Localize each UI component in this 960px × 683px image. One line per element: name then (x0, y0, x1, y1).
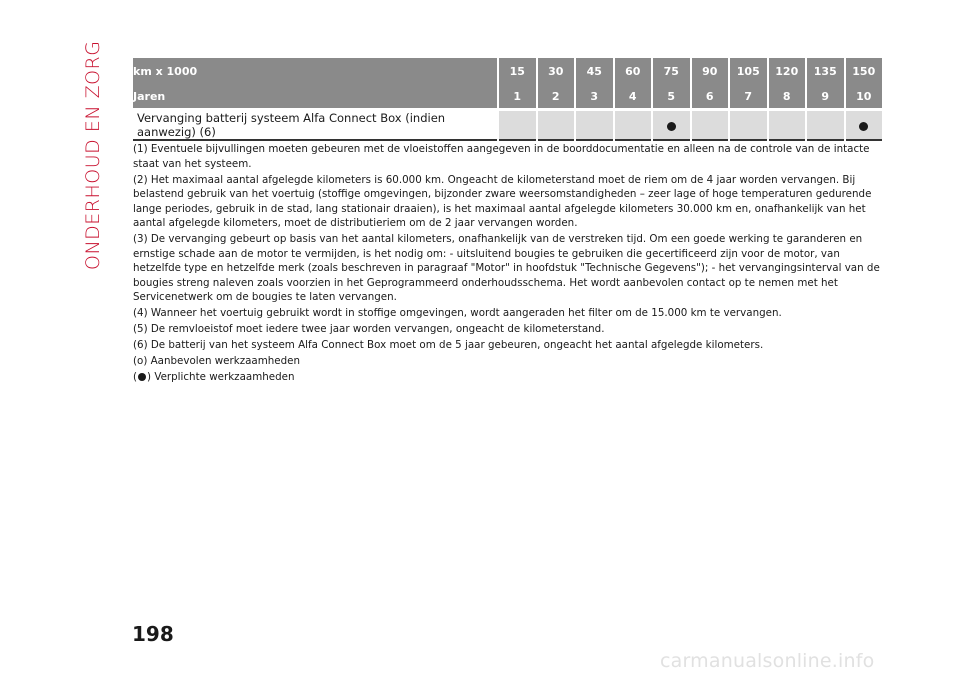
km-header-label: km x 1000 (133, 58, 497, 84)
year-cell: 4 (615, 84, 652, 108)
km-cell: 150 (846, 58, 883, 84)
year-cell: 5 (653, 84, 690, 108)
legend-open: ( (133, 371, 138, 383)
years-header-label: Jaren (133, 84, 497, 108)
mark-cell (846, 111, 883, 139)
footnote: (2) Het maximaal aantal afgelegde kilometers is 60.000 km. Ongeacht de kilometerstand moet de riem om de 4 jaar worden vervangen. Bij belastend gebruik van het voertuig (stoffige omgevingen, bijzonder zware weersomstandigheden – zeer lage of hoge temperaturen gedurende lange periodes, gebruik in de stad, lang stationair draaien), is het maximaal aantal afgelegde kilometers 30.000 km en, onafhankelijk van het aantal afgelegde kilometers, moet de distributieriem om de 2 jaar vervangen worden. (133, 173, 872, 229)
km-cell: 105 (730, 58, 767, 84)
legend-close: ) Verplichte werkzaamheden (147, 371, 295, 383)
section-title: ONDERHOUD EN ZORG (82, 40, 104, 270)
year-cell: 6 (692, 84, 729, 108)
section-title-vertical (80, 38, 110, 278)
km-cell: 75 (653, 58, 690, 84)
km-cell: 60 (615, 58, 652, 84)
footnote: (5) De remvloeistof moet iedere twee jaar worden vervangen, ongeacht de kilometerstand. (133, 323, 605, 335)
mark-cell (692, 111, 729, 139)
year-cell: 2 (538, 84, 575, 108)
footnotes (133, 142, 881, 386)
mandatory-dot-icon (667, 122, 676, 131)
maintenance-table (131, 58, 884, 141)
footnote: (3) De vervanging gebeurt op basis van het aantal kilometers, onafhankelijk van de verstreken tijd. Om een goede werking te garanderen en ernstige schade aan de motor te vermijden, is het nodig om: - uitsluitend bougies te gebruiken die gecertificeerd zijn voor de motor, van hetzelfde type en hetzelfde merk (zoals beschreven in paragraaf "Motor" in hoofdstuk "Technische Gegevens"); - het vervangingsinterval van de bougies streng naleven zoals voorzien in het Geprogrammeerd onderhoudsschema. Het wordt aanbevolen contact op te nemen met het Servicenetwerk om de bougies te laten vervangen. (133, 233, 880, 303)
footnote: (6) De batterij van het systeem Alfa Connect Box moet om de 5 jaar gebeuren, ongeacht het aantal afgelegde kilometers. (133, 339, 764, 351)
year-cell: 3 (576, 84, 613, 108)
years-header-row (133, 84, 882, 108)
year-cell: 7 (730, 84, 767, 108)
mark-cell (730, 111, 767, 139)
year-cell: 10 (846, 84, 883, 108)
km-cell: 15 (499, 58, 536, 84)
mark-cell (615, 111, 652, 139)
year-cell: 9 (807, 84, 844, 108)
km-cell: 135 (807, 58, 844, 84)
table-bottom-rule (133, 139, 882, 141)
km-cell: 30 (538, 58, 575, 84)
footnote: (4) Wanneer het voertuig gebruikt wordt in stoffige omgevingen, wordt aangeraden het filter om de 15.000 km te vervangen. (133, 307, 782, 319)
mark-cell (769, 111, 806, 139)
km-cell: 90 (692, 58, 729, 84)
row-label: Vervanging batterij systeem Alfa Connect Box (indien aanwezig) (6) (133, 111, 497, 139)
legend-mandatory (133, 370, 881, 385)
mark-cell (576, 111, 613, 139)
mark-cell (653, 111, 690, 139)
mark-cell (538, 111, 575, 139)
footnote: (1) Eventuele bijvullingen moeten gebeuren met de vloeistoffen aangegeven in de boorddocumentatie en alleen na de controle van de intacte staat van het systeem. (133, 143, 870, 170)
mark-cell (499, 111, 536, 139)
km-cell: 45 (576, 58, 613, 84)
km-cell: 120 (769, 58, 806, 84)
mark-cell (807, 111, 844, 139)
year-cell: 8 (769, 84, 806, 108)
km-header-row (133, 58, 882, 84)
year-cell: 1 (499, 84, 536, 108)
filled-dot-icon (138, 373, 146, 381)
table-row (133, 111, 882, 139)
legend-recommended: (o) Aanbevolen werkzaamheden (133, 355, 301, 367)
watermark: carmanualsonline.info (660, 650, 875, 672)
mandatory-dot-icon (859, 122, 868, 131)
page-number: 198 (132, 622, 174, 646)
